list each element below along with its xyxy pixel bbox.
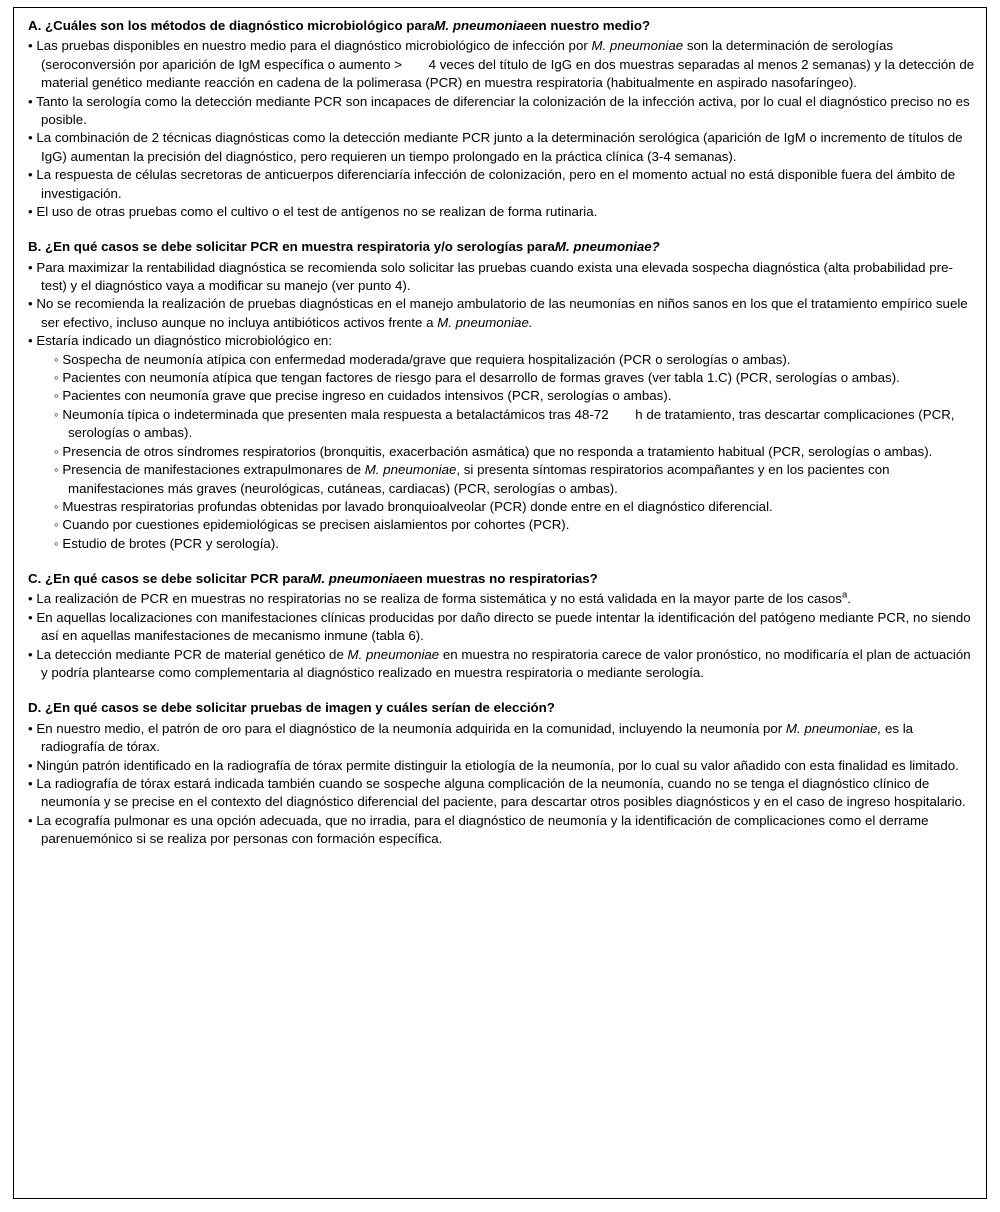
bullet-item: • La detección mediante PCR de material genético de M. pneumoniae en muestra no respiratoria carece de valor pronóstico, no modificaría el plan de actuación y podría plantearse como complementaria al diagnóstico realizado en muestra respiratoria o mediante serología. xyxy=(28,646,971,681)
bullet-item: • En aquellas localizaciones con manifestaciones clínicas producidas por daño directo se puede intentar la identificación del patógeno mediante PCR, no siendo así en aquellas manifestaciones de mecanismo inmune (tabla 6). xyxy=(28,609,971,644)
section-spacer xyxy=(28,682,975,699)
sub-bullet-item: ◦ Sospecha de neumonía atípica con enfermedad moderada/grave que requiera hospitalización (PCR o serologías o ambas). xyxy=(54,351,791,367)
italic-term: M. pneumoniae, xyxy=(785,720,882,736)
italic-term: M. pneumoniae xyxy=(434,18,532,33)
italic-term: M. pneumoniae? xyxy=(554,239,660,255)
bullet-item: • Estaría indicado un diagnóstico microbiológico en: xyxy=(28,333,333,349)
sub-bullet-item: ◦ Presencia de otros síndromes respiratorios (bronquitis, exacerbación asmática) que no responda a tratamiento habitual (PCR, serologías o ambas). xyxy=(54,443,933,459)
sub-bullet-item: ◦ Cuando por cuestiones epidemiológicas se precisen aislamientos por cohortes (PCR). xyxy=(54,517,570,533)
bullet-item: • La realización de PCR en muestras no respiratorias no se realiza de forma sistemática y no está validada en la mayor parte de los casos$^a$. xyxy=(28,589,851,607)
sub-bullet-item: ◦ Neumonía típica o indeterminada que presenten mala respuesta a betalactámicos tras 48-72 h de tratamiento, tras descartar complicaciones (PCR, serologías o ambas). xyxy=(54,406,955,441)
section-heading: B. ¿En qué casos se debe solicitar PCR en muestra respiratoria y/o serologías paraM. pneumoniae? xyxy=(28,239,660,255)
bullet-item: • Ningún patrón identificado en la radiografía de tórax permite distinguir la etiología de la neumonía, por lo cual su valor añadido con esta finalidad es limitado. xyxy=(28,757,959,773)
bullet-item: • La radiografía de tórax estará indicada también cuando se sospeche alguna complicación de la neumonía, cuando no se tenga el diagnóstico clínico de neumonía y se precise en el contexto del diagnóstico diferencial del paciente, para descartar otros posibles diagnósticos y en el caso de ingreso hospitalario. xyxy=(28,775,966,810)
bullet-item: • Las pruebas disponibles en nuestro medio para el diagnóstico microbiológico de infección por M. pneumoniae son la determinación de serologías (seroconversión por aparición de IgM específica o aumento > 4 veces del título de IgG en dos muestras separadas al menos 2 semanas) y la detección de material genético mediante reacción en cadena de la polimerasa (PCR) en muestra respiratoria (habitualmente en aspirado nasofaríngeo). xyxy=(28,38,975,91)
section-heading: D. ¿En qué casos se debe solicitar pruebas de imagen y cuáles serían de elección? xyxy=(28,700,555,716)
section-heading: C. ¿En qué casos se debe solicitar PCR paraM. pneumoniaeen muestras no respiratorias? xyxy=(28,571,598,587)
document-frame xyxy=(13,7,987,1199)
section-spacer xyxy=(28,221,975,238)
bullet-item: • No se recomienda la realización de pruebas diagnósticas en el manejo ambulatorio de las neumonías en niños sanos en los que el tratamiento empírico suele ser efectivo, incluso aunque no incluya antibióticos activos frente a M. pneumoniae. xyxy=(28,296,968,330)
italic-term: M. pneumoniae. xyxy=(437,314,533,330)
bullet-item: • En nuestro medio, el patrón de oro para el diagnóstico de la neumonía adquirida en la comunidad, incluyendo la neumonía por M. pneumoniae, es la radiografía de tórax. xyxy=(28,720,914,755)
sub-bullet-item: ◦ Estudio de brotes (PCR y serología). xyxy=(54,535,279,551)
bullet-item: • La combinación de 2 técnicas diagnósticas como la detección mediante PCR junto a la determinación serológica (aparición de IgM o incremento de títulos de IgG) aumentan la precisión del diagnóstico, pero requieren un tiempo prolongado en la práctica clínica (3-4 semanas). xyxy=(28,130,963,164)
sub-bullet-item: ◦ Presencia de manifestaciones extrapulmonares de M. pneumoniae, si presenta síntomas respiratorios acompañantes y en los pacientes con manifestaciones más graves (neurológicas, cutáneas, cardiacas) (PCR, serologías o ambas). xyxy=(54,462,890,496)
bullet-item: • La respuesta de células secretoras de anticuerpos diferenciaría infección de colonización, pero en el momento actual no está disponible fuera del ámbito de investigación. xyxy=(28,167,956,201)
bullet-item: • Tanto la serología como la detección mediante PCR son incapaces de diferenciar la colonización de la infección activa, por lo cual el diagnóstico preciso no es posible. xyxy=(28,93,970,127)
bullet-item: • La ecografía pulmonar es una opción adecuada, que no irradia, para el diagnóstico de neumonía y la identificación de complicaciones como el derrame parenuemónico si se realiza por personas con formación específica. xyxy=(28,812,929,847)
section-spacer xyxy=(28,553,975,570)
bullet-item: • El uso de otras pruebas como el cultivo o el test de antígenos no se realizan de forma rutinaria. xyxy=(28,203,598,219)
italic-term: M. pneumoniae xyxy=(347,646,440,662)
document-content xyxy=(14,8,986,849)
document-section-b xyxy=(28,238,975,553)
document-section-d xyxy=(28,699,975,848)
section-heading: A. ¿Cuáles son los métodos de diagnóstico microbiológico paraM. pneumoniaeen nuestro medio? xyxy=(28,18,651,33)
document-section-a xyxy=(28,17,975,221)
italic-term: M. pneumoniae xyxy=(591,38,684,54)
italic-term: M. pneumoniae xyxy=(310,571,408,587)
sub-bullet-item: ◦ Pacientes con neumonía atípica que tengan factores de riesgo para el desarrollo de formas graves (ver tabla 1.C) (PCR, serologías o ambas). xyxy=(54,370,900,386)
footnote-marker: a xyxy=(841,589,848,601)
document-section-c xyxy=(28,570,975,682)
sub-bullet-item: ◦ Muestras respiratorias profundas obtenidas por lavado bronquioalveolar (PCR) donde entre en el diagnóstico diferencial. xyxy=(54,498,773,514)
sub-bullet-item: ◦ Pacientes con neumonía grave que precise ingreso en cuidados intensivos (PCR, serologías o ambas). xyxy=(54,388,672,404)
bullet-item: • Para maximizar la rentabilidad diagnóstica se recomienda solo solicitar las pruebas cuando exista una elevada sospecha diagnóstica (alta probabilidad pre-test) y el diagnóstico vaya a modificar su manejo (ver punto 4). xyxy=(28,259,953,294)
italic-term: M. pneumoniae xyxy=(364,462,457,478)
